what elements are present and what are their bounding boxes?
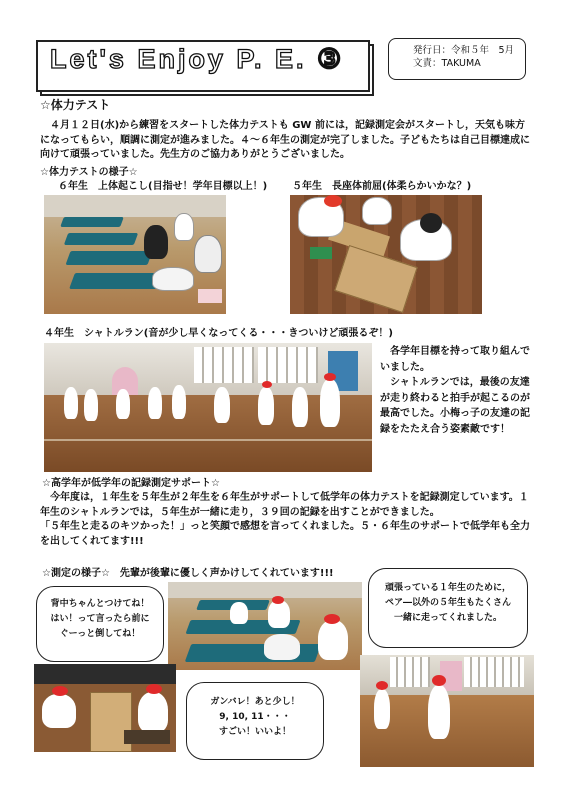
- section-heading-fitness-test: ☆体力テスト: [40, 98, 111, 112]
- issue-info-box: [388, 38, 526, 80]
- section-body-fitness-test: ４月１２日(水)から練習をスタートした体力テストも GW 前には，記録測定会がスタートし，天気も味方になってもらい，順調に測定が進みました。４～６年生の測定が完了しました。子どもたちは自己目標達成に向けて頑張っていました。先生方のご協力ありがとうございました。: [40, 120, 530, 160]
- photo-5th-grade-sit-and-reach: [290, 195, 482, 314]
- page-title: Let's Enjoy P. E. ③: [50, 44, 345, 74]
- author: 文責：TAKUMA: [413, 58, 481, 69]
- speech-bubble-right: 頑張っている１年生のために， ペア―以外の５年生もたくさん 一緒に走ってくれました。: [368, 568, 528, 648]
- caption-5th-grade: ５年生 長座体前屈(体柔らかいかな？): [292, 181, 472, 192]
- photo-lower-grade-shuttle-run: [360, 655, 534, 767]
- shuttle-run-side-text: 各学年目標を持って取り組んでいました。 シャトルランでは，最後の友達が走り終わると拍手が起こるのが最高でした。小梅っ子の友達の記録をたたえ合う姿素敵です！: [380, 346, 530, 435]
- section-heading-support: ☆高学年が低学年の記録測定サポート☆: [42, 478, 220, 489]
- photo-6th-grade-situps: [44, 195, 226, 314]
- photo-lower-grade-sit-and-reach: [34, 664, 176, 752]
- speech-bubble-left: 背中ちゃんとつけてね！ はい！って言ったら前に ぐーっと倒してね！: [36, 586, 164, 662]
- speech-bubble-center: ガンバレ！あと少し！ 9, 10, 11・・・ すごい！いいよ！: [186, 682, 324, 760]
- photo-seniors-helping-situps: [168, 582, 362, 670]
- section-heading-measurement: ☆測定の様子☆ 先輩が後輩に優しく声かけしてくれています!!!: [42, 568, 334, 579]
- caption-4th-grade: ４年生 シャトルラン(音が少し早くなってくる・・・きついけど頑張るぞ！): [44, 328, 393, 339]
- section-body-support: 今年度は，１年生を５年生が２年生を６年生がサポートして低学年の体力テストを記録測定しています。１年生のシャトルランでは，５年生が一緒に走り，３９回の記録を出すことができました。 「５年生と走るのキツかった！」っと笑顔で感想を言ってくれました。５・６年生のサポートで低学年も全力を出してくれてます!!!: [40, 492, 530, 547]
- issue-date: 発行日：令和５年 5月: [413, 45, 515, 56]
- photo-4th-grade-shuttle-run: [44, 343, 372, 472]
- subheading-fitness-scenes: ☆体力テストの様子☆: [40, 167, 138, 178]
- caption-6th-grade: ６年生 上体起こし(目指せ！学年目標以上！): [58, 181, 268, 192]
